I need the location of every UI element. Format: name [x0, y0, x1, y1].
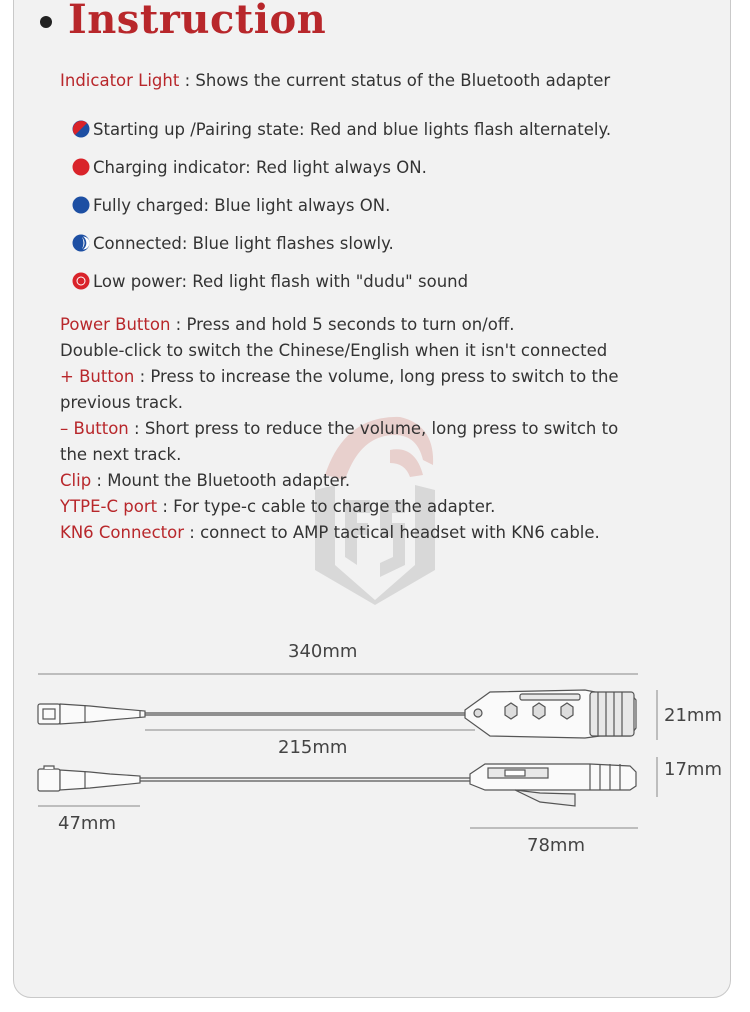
status-text: Charging indicator: Red light always ON. [93, 157, 427, 177]
indicator-light-term: Indicator Light [60, 71, 180, 90]
kn6-term: KN6 Connector [60, 523, 185, 542]
page-title: Instruction [68, 0, 327, 43]
height-side-label: 17mm [664, 759, 722, 780]
side-view-device [38, 764, 636, 806]
indicator-light-desc: : Shows the current status of the Bluetooth adapter [179, 71, 611, 90]
plus-button-desc: : Press to increase the volume, long press to switch to the [134, 367, 619, 386]
plus-button-term: + Button [60, 367, 135, 386]
minus-button-desc: : Short press to reduce the volume, long press to switch to [128, 419, 619, 438]
connector-length-label: 47mm [58, 813, 116, 834]
power-button-line-2: Double-click to switch the Chinese/English when it isn't connected [60, 341, 608, 360]
status-text: Starting up /Pairing state: Red and blue lights flash alternately. [93, 119, 612, 139]
typec-term: YTPE-C port [60, 497, 158, 516]
power-button-term: Power Button [60, 315, 171, 334]
total-length-label: 340mm [288, 641, 358, 662]
minus-button-line-2: the next track. [60, 445, 182, 464]
clip-desc: : Mount the Bluetooth adapter. [91, 471, 351, 490]
plus-button-line-2: previous track. [60, 393, 184, 412]
top-view-device [38, 690, 636, 738]
status-text: Fully charged: Blue light always ON. [93, 195, 391, 215]
status-text: Low power: Red light flash with "dudu" sound [93, 271, 469, 291]
clip-term: Clip [60, 471, 92, 490]
minus-button-term: – Button [60, 419, 129, 438]
status-text: Connected: Blue light flashes slowly. [93, 233, 394, 253]
height-top-label: 21mm [664, 705, 722, 726]
cable-length-label: 215mm [278, 737, 348, 758]
power-button-desc: : Press and hold 5 seconds to turn on/off. [170, 315, 515, 334]
kn6-desc: : connect to AMP tactical headset with KN6 cable. [184, 523, 600, 542]
body-length-label: 78mm [527, 835, 585, 856]
typec-desc: : For type-c cable to charge the adapter. [157, 497, 496, 516]
